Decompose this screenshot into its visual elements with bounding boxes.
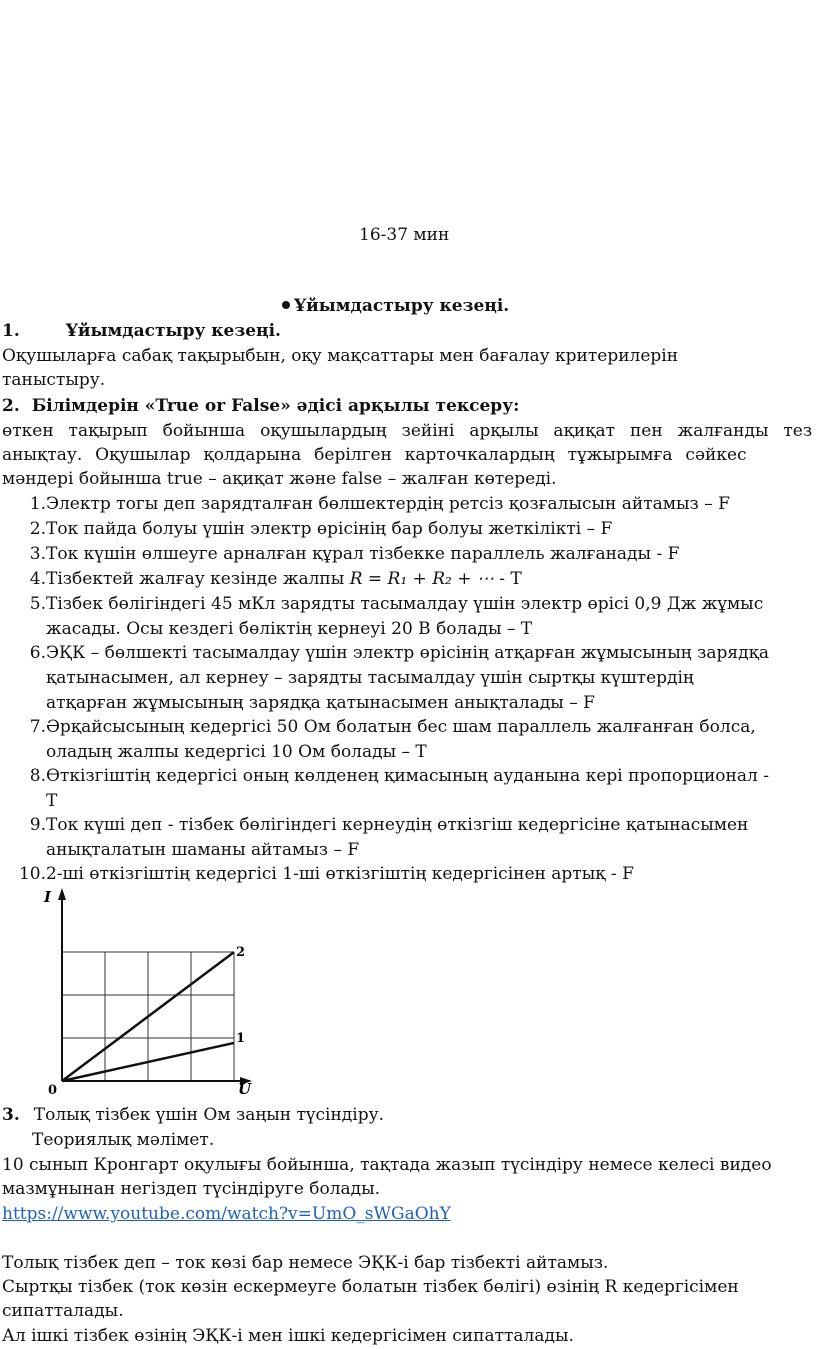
- theory-text-4: Ал ішкі тізбек өзінің ЭҚК-і мен ішкі кедергісімен сипатталады.: [2, 1326, 574, 1346]
- list-item: [12, 518, 613, 540]
- list-item-continuation: T: [46, 791, 58, 811]
- list-item-text: Әрқайсысының кедергісі 50 Ом болатын бес шам параллель жалғанған болса,: [46, 717, 756, 737]
- y-axis-arrow: [58, 888, 66, 900]
- line-1-label: 1: [236, 1031, 246, 1046]
- list-item-text: Ток пайда болуы үшін электр өрісінің бар болуы жеткілікті – F: [46, 519, 613, 539]
- x-axis-label: U: [238, 1080, 252, 1098]
- list-item-text: 2-ші өткізгіштің кедергісі 1-ші өткізгіштің кедергісінен артық - F: [46, 864, 634, 884]
- list-item: [12, 593, 764, 615]
- list-item: [12, 814, 749, 836]
- list-item: [12, 863, 634, 885]
- list-item: [12, 493, 730, 515]
- bullet-icon: [282, 301, 290, 309]
- list-item: [12, 765, 769, 787]
- list-item-text: Ток күші деп - тізбек бөлігіндегі кернеудің өткізгіш кедергісіне қатынасымен: [46, 815, 749, 835]
- iu-graph: [38, 884, 268, 1099]
- list-item-text: Электр тогы деп зарядталған бөлшектердің ретсіз қозғалысын айтамыз – F: [46, 494, 730, 514]
- section-3-text-1: 10 сынып Кронгарт оқулығы бойынша, тақтада жазып түсіндіру немесе келесі видео: [2, 1155, 772, 1175]
- theory-text-3: сипатталады.: [2, 1301, 124, 1321]
- list-item-number: 3.: [29, 544, 46, 564]
- section-1-text: Оқушыларға сабақ тақырыбын, оқу мақсаттары мен бағалау критерилерін: [2, 346, 679, 366]
- list-item-continuation: анықталатын шаманы айтамыз – F: [46, 840, 360, 860]
- list-item: [12, 568, 522, 590]
- stage-heading: Ұйымдастыру кезеңі.: [282, 295, 509, 317]
- list-item-text: Тізбек бөлігіндегі 45 мКл зарядты тасымалдау үшін электр өрісі 0,9 Дж жұмыс: [46, 594, 764, 614]
- list-item-continuation: қатынасымен, ал кернеу – зарядты тасымалдау үшін сыртқы күштердің: [46, 668, 694, 688]
- list-item-number: 9.: [29, 815, 46, 835]
- section-3-text-2: мазмұнынан негіздеп түсіндіруге болады.: [2, 1179, 381, 1199]
- list-item-text: [46, 568, 522, 590]
- list-item-number: 1.: [29, 494, 46, 514]
- resistance-formula: R = R₁ + R₂ + ⋯: [349, 569, 494, 589]
- list-item-number: 10.: [18, 864, 46, 884]
- list-item-text: Ток күшін өлшеуге арналған құрал тізбекке параллель жалғанады - F: [46, 544, 680, 564]
- section-1-text-2: таныстыру.: [2, 370, 106, 390]
- list-item-number: 8.: [29, 766, 46, 786]
- list-item: [12, 716, 756, 738]
- list-item-number: 7.: [29, 717, 46, 737]
- theory-text-2: Сыртқы тізбек (ток көзін ескермеуге болатын тізбек бөлігі) өзінің R кедергісімен: [2, 1277, 739, 1297]
- list-item-answer: - T: [493, 569, 522, 589]
- time-label: 16-37 мин: [359, 225, 450, 245]
- list-item-text: Өткізгіштің кедергісі оның көлденең қимасының ауданына кері пропорционал -: [46, 766, 769, 786]
- section-1-heading: 1. Ұйымдастыру кезеңі.: [2, 321, 281, 341]
- list-item-number: 5.: [29, 594, 46, 614]
- list-item-continuation: оладың жалпы кедергісі 10 Ом болады – T: [46, 742, 427, 762]
- list-item-number: 6.: [29, 643, 46, 663]
- origin-label: 0: [48, 1083, 58, 1098]
- section-2-text-3: мәндері бойынша true – ақиқат және false – жалған көтереді.: [2, 469, 557, 489]
- list-item-text: ЭҚК – бөлшекті тасымалдау үшін электр өрісінің атқарған жұмысының зарядқа: [46, 643, 770, 663]
- y-axis-label: I: [44, 888, 52, 906]
- section-3-heading: 3. Толық тізбек үшін Ом заңын түсіндіру.: [2, 1105, 385, 1125]
- list-item: [12, 543, 680, 565]
- list-item-number: 2.: [29, 519, 46, 539]
- section-2-text-2: анықтау. Оқушылар қолдарына берілген карточкалардың тұжырымға сәйкес: [2, 445, 747, 465]
- list-item-continuation: жасады. Осы кездегі бөліктің кернеуі 20 В болады – T: [46, 619, 533, 639]
- line-2-label: 2: [236, 945, 246, 960]
- section-3-subtitle: Теориялық мәлімет.: [32, 1130, 215, 1150]
- list-item: [12, 642, 770, 664]
- section-2-text-1: өткен тақырып бойынша оқушылардың зейіні арқылы ақиқат пен жалғанды тез: [2, 421, 813, 441]
- section-2-heading: 2. Білімдерін «True or False» әдісі арқылы тексеру:: [2, 396, 520, 416]
- theory-text-1: Толық тізбек деп – ток көзі бар немесе ЭҚК-і бар тізбекті айтамыз.: [2, 1253, 609, 1273]
- list-item-number: 4.: [29, 569, 46, 589]
- video-link[interactable]: https://www.youtube.com/watch?v=UmO_sWGaOhY: [2, 1204, 451, 1224]
- list-item-continuation: атқарған жұмысының зарядқа қатынасымен анықталады – F: [46, 693, 595, 713]
- list-item-prefix: Тізбектей жалғау кезінде жалпы: [46, 569, 350, 589]
